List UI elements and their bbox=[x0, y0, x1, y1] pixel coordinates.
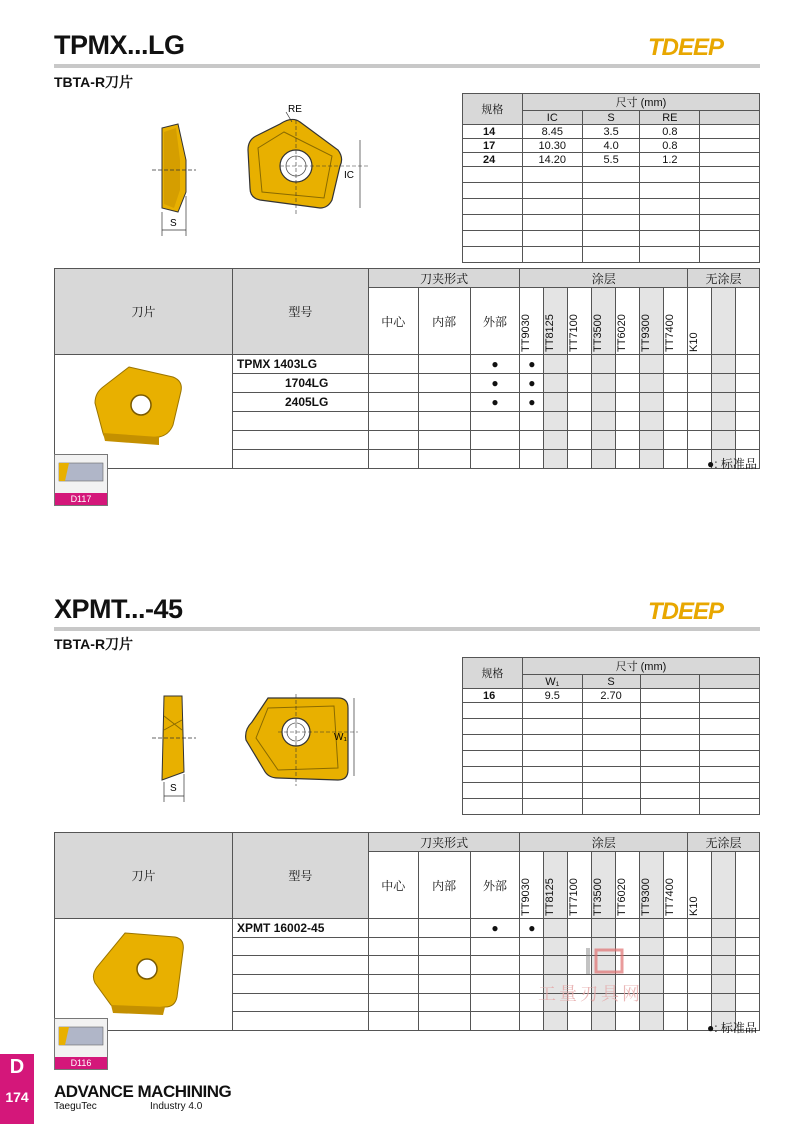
section2-title: XPMT...-45 bbox=[54, 594, 183, 624]
taegutec-text: TaeguTec bbox=[54, 1101, 97, 1112]
re-label: RE bbox=[288, 104, 302, 115]
coating-header: 涂层 bbox=[520, 269, 688, 288]
tpmx-insert-image bbox=[55, 355, 231, 465]
table-row: 1704LG ● ● bbox=[55, 374, 760, 393]
table-row: 14 8.45 3.5 0.8 bbox=[463, 125, 760, 139]
insert-header: 刀片 bbox=[55, 269, 233, 355]
page-tab bbox=[0, 1054, 34, 1124]
cutter-icon bbox=[55, 1019, 107, 1057]
xpmt-top-view-drawing bbox=[238, 690, 368, 790]
advance-machining-logo: ADVANCE MACHINING bbox=[54, 1082, 232, 1101]
col-ic: IC bbox=[522, 111, 582, 125]
d116-label: D116 bbox=[55, 1057, 107, 1069]
section-letter: D bbox=[9, 1056, 25, 1078]
uncoated-header: 无涂层 bbox=[688, 269, 760, 288]
tdeep-logo-2: TDEEP bbox=[648, 598, 724, 625]
tdeep-logo: TDEEP bbox=[648, 34, 724, 61]
size-header: 尺寸 (mm) bbox=[522, 94, 759, 111]
watermark-text: 工量刃具网 bbox=[538, 984, 643, 1004]
section1-legend: ●: 标准品 bbox=[707, 457, 757, 471]
xpmt-insert-image bbox=[55, 919, 231, 1027]
section2-legend: ●: 标准品 bbox=[707, 1021, 757, 1035]
w1-label: W₁ bbox=[334, 732, 347, 743]
section1-subtitle: TBTA-R刀片 bbox=[54, 74, 134, 90]
col-w1: W₁ bbox=[522, 675, 582, 689]
col-s: S bbox=[582, 111, 640, 125]
table-row: 2405LG ● ● bbox=[55, 393, 760, 412]
section2-subtitle: TBTA-R刀片 bbox=[54, 636, 134, 652]
table-row: 17 10.30 4.0 0.8 bbox=[463, 139, 760, 153]
d117-label: D117 bbox=[55, 493, 107, 505]
section1-grade-table: 刀片 型号 刀夹形式 涂层 无涂层 中心 内部 外部 TT9030 TT8125 TT7100 TT3500 TT6020 TT9300 TT7400 K10 TPMX 1403LG ● ● 1704LG ● ● 2405LG ● ● bbox=[54, 268, 760, 469]
section1-dims-table bbox=[462, 93, 760, 263]
col-re: RE bbox=[640, 111, 700, 125]
table-row: 16 9.5 2.70 bbox=[463, 689, 760, 703]
model-header: 型号 bbox=[232, 269, 368, 355]
d116-reference-thumbnail[interactable] bbox=[54, 1018, 108, 1070]
clamp-header: 刀夹形式 bbox=[368, 269, 520, 288]
d117-reference-thumbnail[interactable] bbox=[54, 454, 108, 506]
section2-rule bbox=[54, 627, 760, 631]
tpmx-side-view-drawing bbox=[150, 120, 200, 240]
section1-title: TPMX...LG bbox=[54, 30, 185, 60]
spec-header: 规格 bbox=[463, 94, 523, 125]
page-number: 174 bbox=[5, 1089, 29, 1105]
section1-rule bbox=[54, 64, 760, 68]
table-row: TPMX 1403LG ● ● bbox=[55, 355, 760, 374]
col-s: S bbox=[582, 675, 640, 689]
ic-label: IC bbox=[344, 170, 354, 181]
s-label-2: S bbox=[170, 783, 177, 794]
watermark-logo-icon bbox=[582, 946, 628, 978]
table-row: 24 14.20 5.5 1.2 bbox=[463, 153, 760, 167]
cutter-icon bbox=[55, 455, 107, 493]
section2-grade-table: 刀片 型号 刀夹形式 涂层 无涂层 中心 内部 外部 TT9030 TT8125 TT7100 TT3500 TT6020 TT9300 TT7400 K10 XPMT 16002-45 ● ● bbox=[54, 832, 760, 1031]
xpmt-side-view-drawing bbox=[150, 690, 200, 805]
tpmx-top-view-drawing bbox=[240, 100, 370, 220]
industry-tagline: Industry 4.0 bbox=[150, 1101, 203, 1112]
table-row: XPMT 16002-45 ● ● bbox=[55, 919, 760, 938]
section2-dims-table: 规格 尺寸 (mm) W₁ S 16 9.5 2.70 bbox=[462, 657, 760, 815]
s-label: S bbox=[170, 218, 177, 229]
